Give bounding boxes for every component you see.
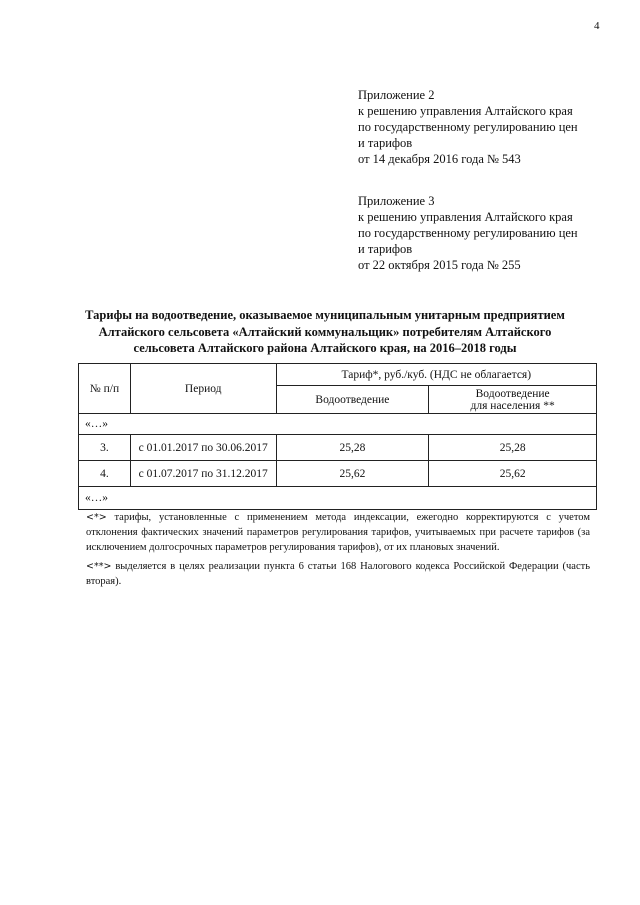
table-ellipsis-row [79, 487, 597, 510]
annex-line: по государственному регулированию цен [358, 120, 578, 134]
header-wastewater-population [429, 386, 597, 414]
annex-line: от 14 декабря 2016 года № 543 [358, 152, 521, 166]
annex-line: Приложение 3 [358, 194, 435, 208]
row-num: 4. [79, 461, 131, 487]
footnotes [86, 510, 590, 593]
row-tariff-wastewater: 25,62 [276, 461, 429, 487]
ellipsis-cell: «…» [79, 487, 597, 510]
annex-line: по государственному регулированию цен [358, 226, 578, 240]
row-tariff-population: 25,62 [429, 461, 597, 487]
row-tariff-population: 25,28 [429, 435, 597, 461]
table-row [79, 461, 597, 487]
ellipsis-cell: «…» [79, 414, 597, 435]
title-line: сельсовета Алтайского района Алтайского края, на 2016–2018 годы [133, 341, 517, 355]
annex-line: Приложение 2 [358, 88, 435, 102]
footnote-1 [86, 510, 590, 555]
annex-3-header [358, 193, 628, 273]
annex-line: к решению управления Алтайского края [358, 104, 573, 118]
title-line: Тарифы на водоотведение, оказываемое муниципальным унитарным предприятием [85, 308, 565, 322]
footnote-2-mark: <**> [86, 561, 112, 572]
row-tariff-wastewater: 25,28 [276, 435, 429, 461]
table-row [79, 435, 597, 461]
row-period: с 01.01.2017 по 30.06.2017 [130, 435, 276, 461]
footnote-1-text: тарифы, установленные с применением метода индексации, ежегодно корректируются с учетом отклонения фактических значений параметров регулирования тарифов, учитываемых при расчете тарифов (за исключением долгосрочных параметров регулирования тарифов), от их плановых значений. [86, 512, 590, 553]
annex-line: от 22 октября 2015 года № 255 [358, 258, 521, 272]
footnote-2-text: выделяется в целях реализации пункта 6 статьи 168 Налогового кодекса Российской Федерации (часть вторая). [86, 561, 590, 587]
annex-line: и тарифов [358, 136, 413, 150]
header-tariff: Тариф*, руб./куб. (НДС не облагается) [276, 364, 596, 386]
header-col2-line: Водоотведение [475, 387, 550, 400]
header-num: № п/п [79, 364, 131, 414]
row-num: 3. [79, 435, 131, 461]
header-col2-line: для населения ** [470, 399, 555, 412]
tariff-table [78, 363, 597, 510]
header-period: Период [130, 364, 276, 414]
footnote-1-mark: <*> [86, 512, 107, 523]
annex-2-header [358, 87, 628, 167]
annex-line: к решению управления Алтайского края [358, 210, 573, 224]
header-wastewater: Водоотведение [276, 386, 429, 414]
table-header-row [79, 364, 597, 386]
table-ellipsis-row [79, 414, 597, 435]
row-period: с 01.07.2017 по 31.12.2017 [130, 461, 276, 487]
page-number: 4 [594, 20, 600, 32]
footnote-2 [86, 559, 590, 589]
annex-line: и тарифов [358, 242, 413, 256]
document-title [60, 307, 590, 357]
title-line: Алтайского сельсовета «Алтайский коммунальщик» потребителям Алтайского [98, 324, 552, 339]
